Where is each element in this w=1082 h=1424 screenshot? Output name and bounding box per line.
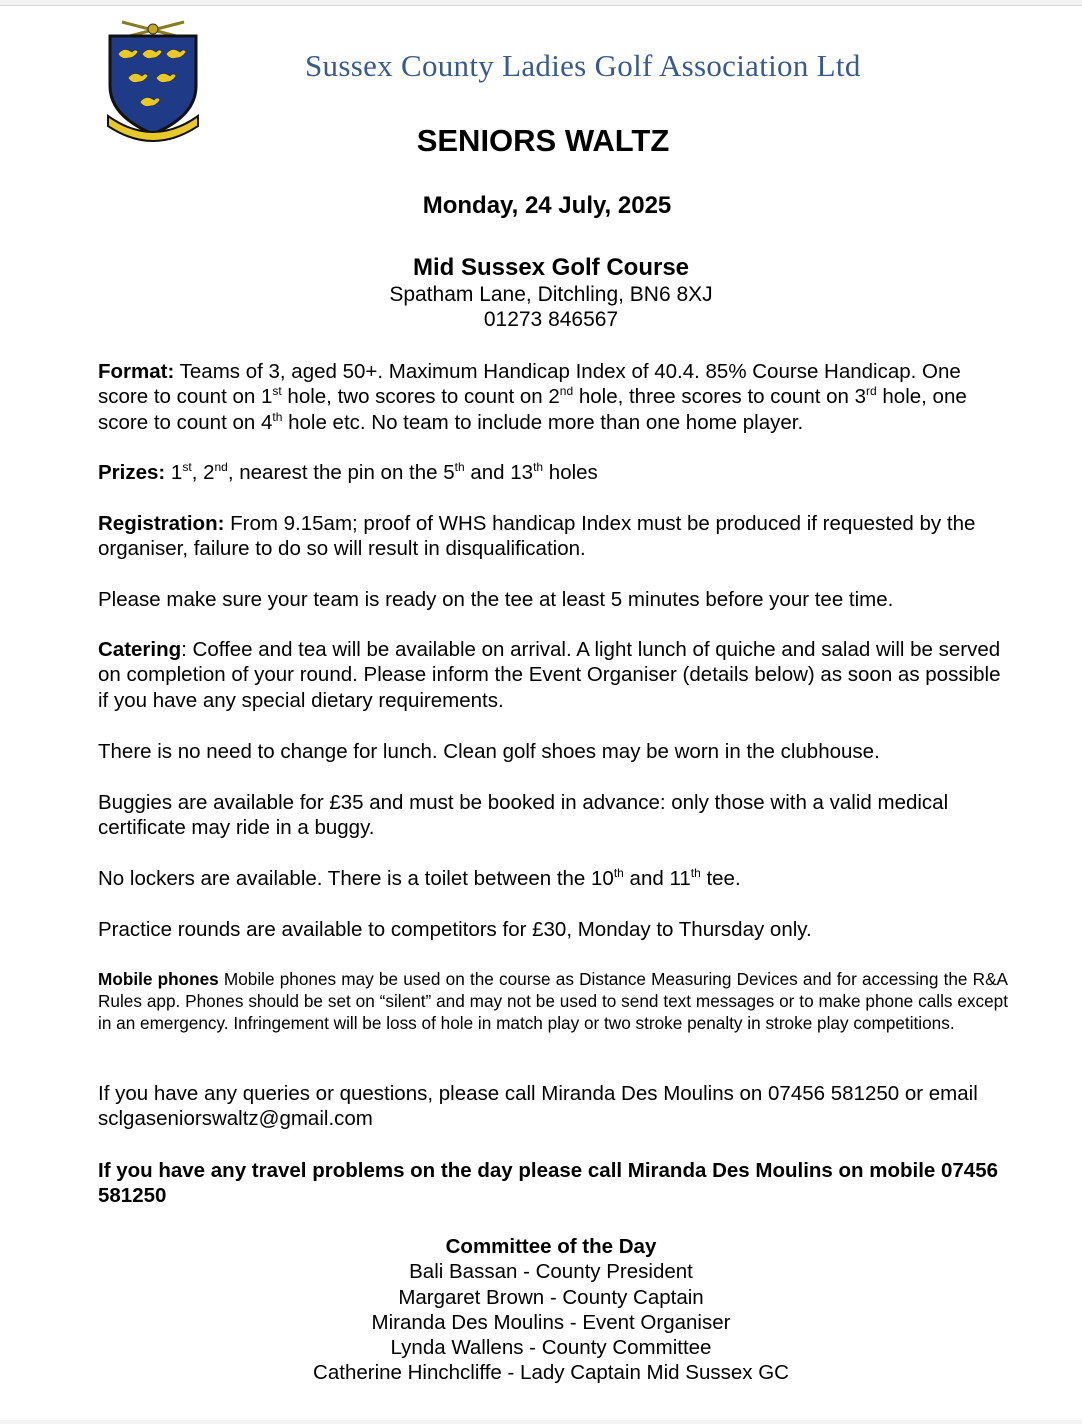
- committee-member: Margaret Brown - County Captain: [398, 1285, 704, 1309]
- prizes-label: Prizes:: [98, 461, 166, 484]
- format-paragraph: Format: Teams of 3, aged 50+. Maximum Handicap Index of 40.4. 85% Course Handicap. One score to count on 1st hole, two scores to count on 2nd hole, three scores to count on 3rd hole, one score to count on 4th hole etc. No team to include more than one home player.: [98, 360, 967, 434]
- queries-note: If you have any queries or questions, please call Miranda Des Moulins on 07456 581250 or email sclgaseniorswaltz@gmail.com: [98, 1082, 978, 1131]
- catering-label: Catering: [98, 638, 182, 661]
- registration-paragraph: Registration: From 9.15am; proof of WHS handicap Index must be produced if requested by the organiser, failure to do so will result in disqualification.: [98, 512, 976, 561]
- document-page: [0, 5, 1082, 1420]
- travel-note: If you have any travel problems on the day please call Miranda Des Moulins on mobile 07456 581250: [98, 1159, 999, 1208]
- committee-member: Catherine Hinchcliffe - Lady Captain Mid Sussex GC: [313, 1361, 789, 1385]
- registration-label: Registration:: [98, 512, 225, 535]
- ready-note: Please make sure your team is ready on the tee at least 5 minutes before your tee time.: [98, 588, 894, 611]
- organisation-name: Sussex County Ladies Golf Association Ltd: [305, 48, 861, 83]
- committee-of-the-day: [0, 1234, 1082, 1386]
- format-label: Format:: [98, 360, 175, 383]
- practice-note: Practice rounds are available to competitors for £30, Monday to Thursday only.: [98, 918, 812, 941]
- mobile-phones-label: Mobile phones: [98, 969, 219, 989]
- event-venue: Mid Sussex Golf Course: [412, 254, 690, 281]
- committee-member: Miranda Des Moulins - Event Organiser: [371, 1310, 731, 1334]
- venue-address: Spatham Lane, Ditchling, BN6 8XJ: [389, 283, 713, 306]
- lunch-note: There is no need to change for lunch. Clean golf shoes may be worn in the clubhouse.: [98, 740, 880, 763]
- buggies-note: Buggies are available for £35 and must be booked in advance: only those with a valid medical certificate may ride in a buggy.: [98, 791, 949, 840]
- committee-heading: Committee of the Day: [445, 1235, 657, 1258]
- catering-paragraph: Catering: Coffee and tea will be available on arrival. A light lunch of quiche and salad will be served on completion of your round. Please inform the Event Organiser (details below) as soon as possible if you have any special dietary requirements.: [98, 638, 1001, 712]
- venue-phone: 01273 846567: [483, 308, 619, 331]
- mobile-phones-paragraph: Mobile phones Mobile phones may be used on the course as Distance Measuring Devices and for accessing the R&A Rules app. Phones should be set on “silent” and may not be used to send text messages or to make phone calls except in an emergency. Infringement will be loss of hole in match play or two stroke penalty in stroke play competitions.: [98, 969, 1009, 1033]
- event-title: SENIORS WALTZ: [416, 123, 670, 158]
- prizes-paragraph: Prizes: 1st, 2nd, nearest the pin on the 5th and 13th holes: [98, 460, 598, 484]
- event-date: Monday, 24 July, 2025: [422, 192, 672, 219]
- lockers-note: No lockers are available. There is a toilet between the 10th and 11th tee.: [98, 866, 741, 890]
- committee-member: Bali Bassan - County President: [409, 1260, 693, 1284]
- committee-member: Lynda Wallens - County Committee: [390, 1336, 712, 1360]
